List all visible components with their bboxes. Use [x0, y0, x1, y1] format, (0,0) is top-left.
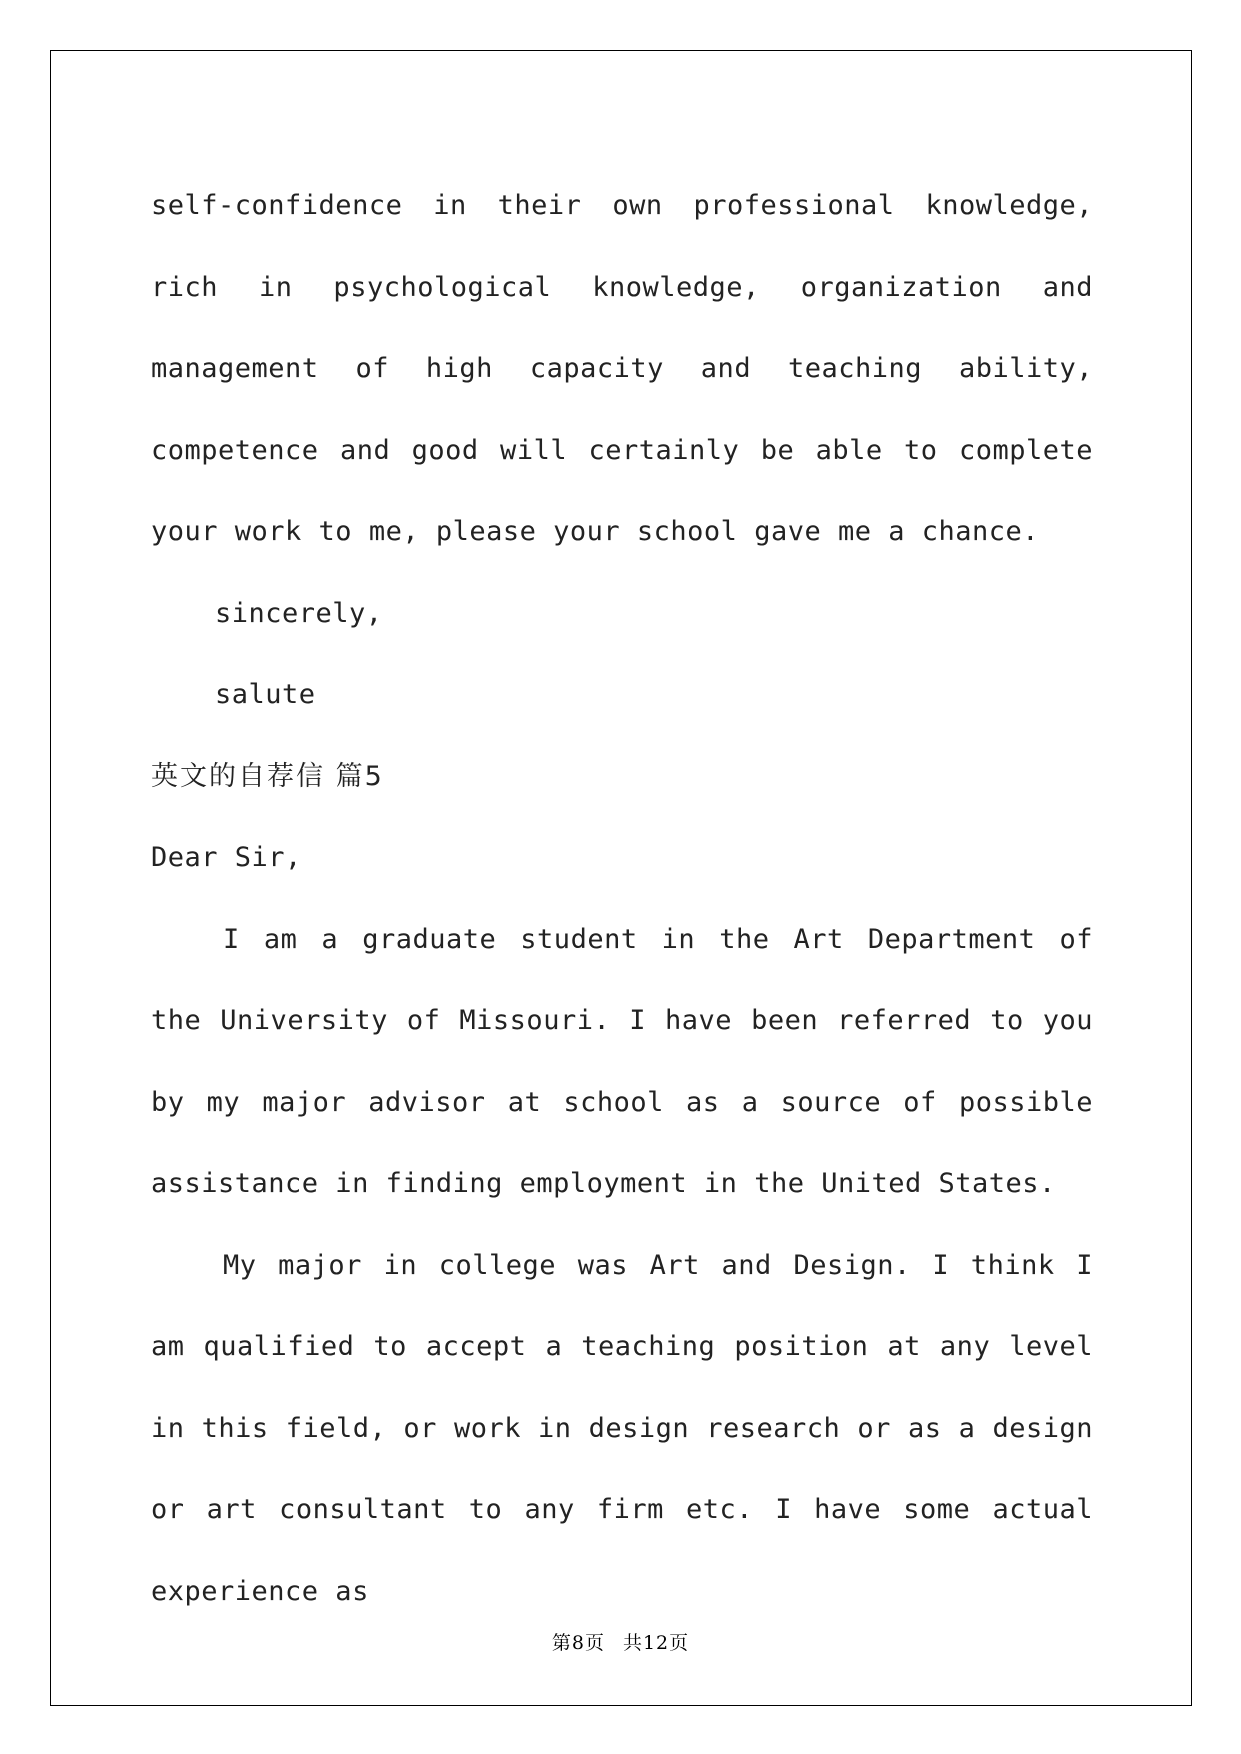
paragraph-intro: I am a graduate student in the Art Department of the University of Missouri. I have been referred to you by my major advisor at school as a source of possible assistance in finding employment in the United States.: [151, 923, 1093, 1199]
section-heading: 英文的自荐信 篇5: [151, 760, 384, 792]
total-page-count: 共12页: [622, 1632, 690, 1654]
salutation: Dear Sir,: [151, 842, 302, 873]
document-body: [151, 165, 1093, 1632]
closing-sincerely: sincerely,: [215, 597, 383, 629]
paragraph-major: My major in college was Art and Design. I think I am qualified to accept a teaching position at any level in this field, or work in design research or as a design or art consultant to any firm etc. I have some actual experience as: [151, 1249, 1093, 1607]
current-page-number: 第8页: [551, 1632, 605, 1654]
page-footer: [0, 1628, 1241, 1655]
paragraph-continuation: self-confidence in their own professional knowledge, rich in psychological knowledge, organization and management of high capacity and teaching ability, competence and good will certainly be able to complete your work to me, please your school gave me a chance.: [151, 190, 1093, 547]
closing-salute: salute: [215, 679, 316, 710]
